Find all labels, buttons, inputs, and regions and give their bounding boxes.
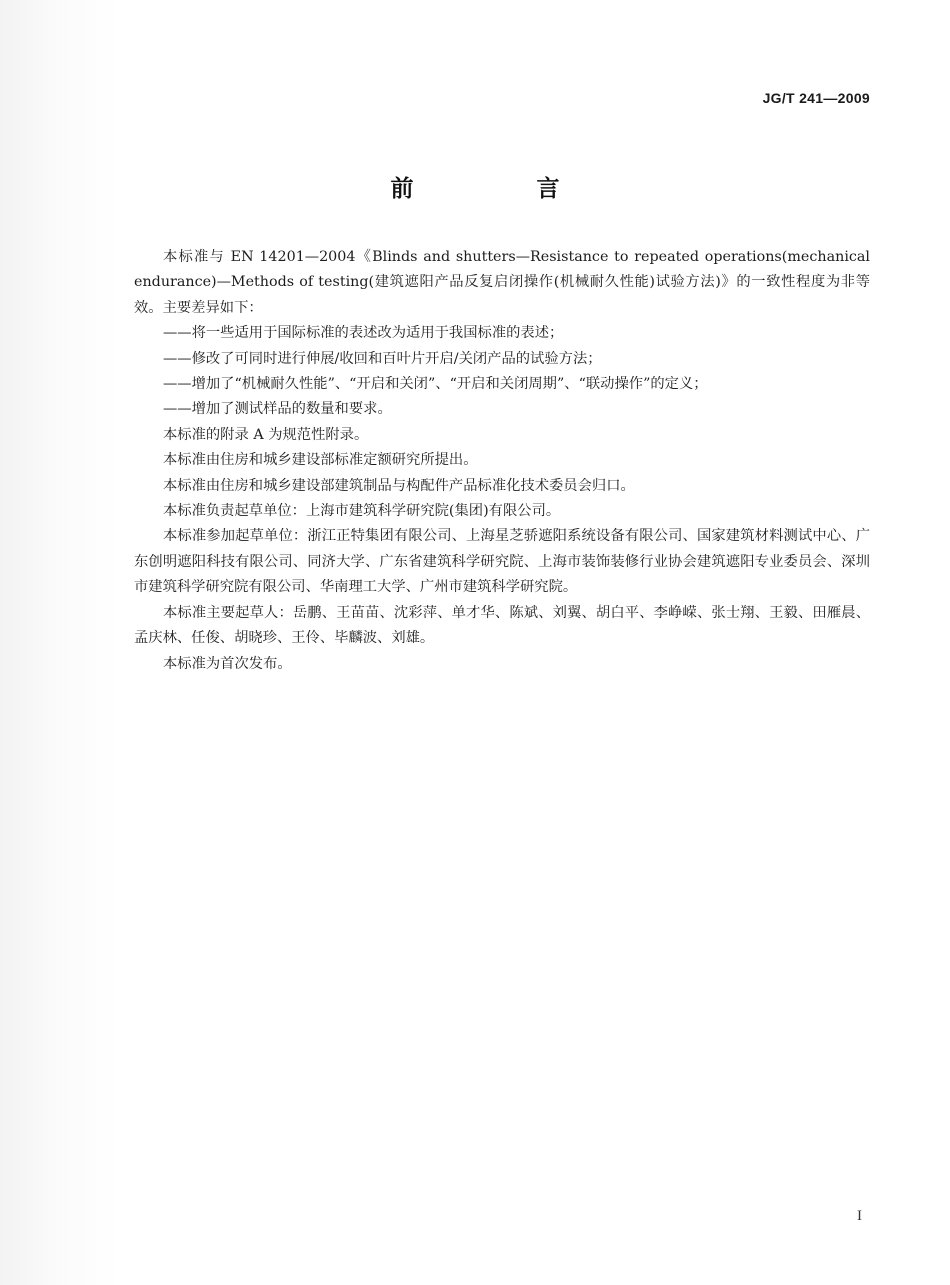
paragraph-proposer: 本标准由住房和城乡建设部标准定额研究所提出。 <box>163 452 478 469</box>
difference-item: ——增加了“机械耐久性能”、“开启和关闭”、“开启和关闭周期”、“联动操作”的定义； <box>163 376 708 393</box>
paragraph-lead-drafter: 本标准负责起草单位：上海市建筑科学研究院(集团)有限公司。 <box>163 503 561 520</box>
paragraph-committee: 本标准由住房和城乡建设部建筑制品与构配件产品标准化技术委员会归口。 <box>163 477 635 494</box>
paragraph-intro: 本标准与 EN 14201—2004《Blinds and shutters—Resistance to repeated operations(mechanical endurance)—Methods of testing(建筑遮阳产品反复启闭操作(机械耐久性能)试验方法)》的一致性程度为非等效。主要差异如下： <box>134 249 870 316</box>
difference-item: ——将一些适用于国际标准的表述改为适用于我国标准的表述； <box>163 325 564 342</box>
standard-code: JG/T 241—2009 <box>762 90 870 106</box>
difference-item: ——增加了测试样品的数量和要求。 <box>163 401 392 418</box>
page-title: 前 言 <box>390 176 610 202</box>
paragraph-first-release: 本标准为首次发布。 <box>163 655 292 672</box>
paragraph-drafters: 本标准主要起草人：岳鹏、王苗苗、沈彩萍、单才华、陈斌、刘翼、胡白平、李峥嵘、张士翔、王毅、田雁晨、孟庆林、任俊、胡晓珍、王伶、毕麟波、刘雄。 <box>134 604 870 647</box>
foreword-body <box>134 245 870 677</box>
page-number: I <box>857 1208 862 1224</box>
difference-item: ——修改了可同时进行伸展/收回和百叶片开启/关闭产品的试验方法； <box>163 350 602 367</box>
paragraph-annex: 本标准的附录 A 为规范性附录。 <box>163 426 369 443</box>
paragraph-participants: 本标准参加起草单位：浙江正特集团有限公司、上海星芝骄遮阳系统设备有限公司、国家建筑材料测试中心、广东创明遮阳科技有限公司、同济大学、广东省建筑科学研究院、上海市装饰装修行业协会建筑遮阳专业委员会、深圳市建筑科学研究院有限公司、华南理工大学、广州市建筑科学研究院。 <box>134 528 870 596</box>
